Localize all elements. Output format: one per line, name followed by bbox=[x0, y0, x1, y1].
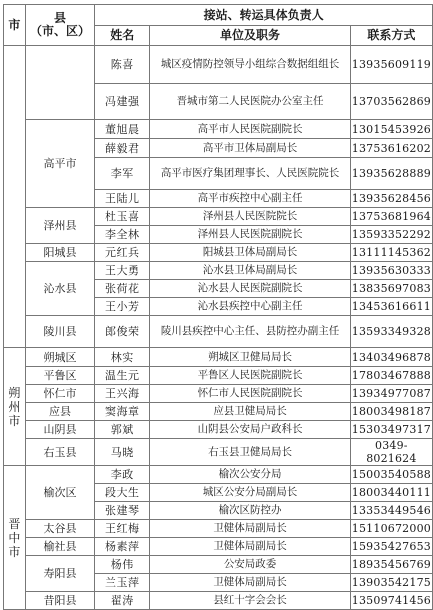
county-cell: 太谷县 bbox=[25, 520, 94, 538]
person-name: 翟涛 bbox=[95, 592, 150, 610]
person-phone: 13935628889 bbox=[350, 158, 432, 190]
city-cell-jinzhong bbox=[4, 466, 26, 610]
county-cell: 沁水县 bbox=[25, 262, 94, 316]
person-unit: 榆次区防控办 bbox=[150, 502, 350, 520]
person-name: 杨伟 bbox=[95, 556, 150, 574]
person-name: 郎俊荣 bbox=[95, 316, 150, 348]
person-phone: 18935456769 bbox=[350, 556, 432, 574]
header-phone: 联系方式 bbox=[350, 26, 432, 46]
header-county-text: 县 （市、区） bbox=[30, 11, 91, 38]
person-phone: 15935427653 bbox=[350, 538, 432, 556]
person-unit: 平鲁区人民医院副院长 bbox=[150, 367, 350, 385]
person-phone: 13935609119 bbox=[350, 46, 432, 84]
person-phone: 13015453926 bbox=[350, 120, 432, 139]
person-unit: 高平市卫体局副局长 bbox=[150, 139, 350, 158]
person-unit: 高平市人民医院副院长 bbox=[150, 120, 350, 139]
person-name: 马晓 bbox=[95, 439, 150, 466]
person-phone: 13903542175 bbox=[350, 574, 432, 592]
person-unit: 卫健体局副局长 bbox=[150, 538, 350, 556]
person-name: 冯建强 bbox=[95, 84, 150, 120]
person-unit: 沁水县疾控中心副主任 bbox=[150, 298, 350, 316]
county-cell: 应县 bbox=[25, 403, 94, 421]
header-unit: 单位及职务 bbox=[150, 26, 350, 46]
person-phone: 0349-8021624 bbox=[350, 439, 432, 466]
person-phone: 13403496878 bbox=[350, 348, 432, 367]
person-unit: 山阴县公安局户政科长 bbox=[150, 421, 350, 439]
person-phone: 13111145362 bbox=[350, 244, 432, 262]
county-cell: 山阴县 bbox=[25, 421, 94, 439]
person-name: 郭斌 bbox=[95, 421, 150, 439]
person-unit: 阳城县卫体局副局长 bbox=[150, 244, 350, 262]
county-cell: 怀仁市 bbox=[25, 385, 94, 403]
person-phone: 13934977087 bbox=[350, 385, 432, 403]
person-phone: 13753681964 bbox=[350, 208, 432, 226]
person-unit: 右玉县卫健局局长 bbox=[150, 439, 350, 466]
person-unit: 高平市医疗集团理事长、人民医院院长 bbox=[150, 158, 350, 190]
person-name: 张建琴 bbox=[95, 502, 150, 520]
person-name: 王陆儿 bbox=[95, 190, 150, 208]
county-cell: 阳城县 bbox=[25, 244, 94, 262]
county-cell bbox=[25, 46, 94, 120]
person-name: 王小芳 bbox=[95, 298, 150, 316]
person-name: 元红兵 bbox=[95, 244, 150, 262]
person-unit: 城区疫情防控领导小组综合数据组组长 bbox=[150, 46, 350, 84]
person-name: 李军 bbox=[95, 158, 150, 190]
person-phone: 13453616611 bbox=[350, 298, 432, 316]
contact-table bbox=[3, 4, 433, 610]
city-label: 朔州市 bbox=[8, 385, 21, 428]
person-name: 王大勇 bbox=[95, 262, 150, 280]
person-phone: 13753616202 bbox=[350, 139, 432, 158]
person-name: 薛毅君 bbox=[95, 139, 150, 158]
person-unit: 怀仁市人民医院副院长 bbox=[150, 385, 350, 403]
person-name: 杜玉喜 bbox=[95, 208, 150, 226]
county-cell: 昔阳县 bbox=[25, 592, 94, 610]
person-unit: 高平市疾控中心副主任 bbox=[150, 190, 350, 208]
county-cell: 榆次区 bbox=[25, 466, 94, 520]
person-unit: 城区公安分局副局长 bbox=[150, 484, 350, 502]
person-phone: 13353449546 bbox=[350, 502, 432, 520]
county-cell: 平鲁区 bbox=[25, 367, 94, 385]
county-cell: 高平市 bbox=[25, 120, 94, 208]
county-cell: 泽州县 bbox=[25, 208, 94, 244]
person-unit: 沁水县人民医院副院长 bbox=[150, 280, 350, 298]
person-unit: 应县卫健局局长 bbox=[150, 403, 350, 421]
person-name: 杨素萍 bbox=[95, 538, 150, 556]
county-cell: 朔城区 bbox=[25, 348, 94, 367]
header-group: 接站、转运具体负责人 bbox=[95, 5, 433, 26]
person-unit: 公安局政委 bbox=[150, 556, 350, 574]
person-unit: 泽州县人民医院副院长 bbox=[150, 226, 350, 244]
person-phone: 13935630333 bbox=[350, 262, 432, 280]
person-phone: 13935628456 bbox=[350, 190, 432, 208]
person-name: 董旭晨 bbox=[95, 120, 150, 139]
person-name: 王红梅 bbox=[95, 520, 150, 538]
person-name: 李政 bbox=[95, 466, 150, 484]
person-name: 张荷花 bbox=[95, 280, 150, 298]
person-phone: 13509741456 bbox=[350, 592, 432, 610]
person-unit: 卫健体局副局长 bbox=[150, 574, 350, 592]
person-unit: 陵川县疾控中心主任、县防控办副主任 bbox=[150, 316, 350, 348]
person-phone: 13703562869 bbox=[350, 84, 432, 120]
person-unit: 榆次公安分局 bbox=[150, 466, 350, 484]
county-cell: 寿阳县 bbox=[25, 556, 94, 592]
person-name: 王兴海 bbox=[95, 385, 150, 403]
city-cell-shuozhou bbox=[4, 348, 26, 466]
person-name: 李全林 bbox=[95, 226, 150, 244]
person-unit: 晋城市第二人民医院办公室主任 bbox=[150, 84, 350, 120]
header-city: 市 bbox=[4, 5, 26, 46]
city-cell-jincheng bbox=[4, 46, 26, 348]
person-name: 林实 bbox=[95, 348, 150, 367]
person-unit: 县红十字会会长 bbox=[150, 592, 350, 610]
person-phone: 15303497317 bbox=[350, 421, 432, 439]
person-name: 窦海章 bbox=[95, 403, 150, 421]
county-cell: 榆社县 bbox=[25, 538, 94, 556]
person-phone: 13593349328 bbox=[350, 316, 432, 348]
person-phone: 18003440111 bbox=[350, 484, 432, 502]
person-unit: 泽州县人民医院院长 bbox=[150, 208, 350, 226]
person-unit: 朔城区卫健局局长 bbox=[150, 348, 350, 367]
person-phone: 13835697083 bbox=[350, 280, 432, 298]
person-phone: 15003540588 bbox=[350, 466, 432, 484]
person-name: 兰玉萍 bbox=[95, 574, 150, 592]
header-county bbox=[25, 5, 94, 46]
city-label: 晋中市 bbox=[8, 516, 21, 559]
person-phone: 18003498187 bbox=[350, 403, 432, 421]
county-cell: 陵川县 bbox=[25, 316, 94, 348]
person-unit: 沁水县卫体局副局长 bbox=[150, 262, 350, 280]
person-name: 陈喜 bbox=[95, 46, 150, 84]
header-name: 姓名 bbox=[95, 26, 150, 46]
person-unit: 卫健体局副局长 bbox=[150, 520, 350, 538]
person-name: 段大生 bbox=[95, 484, 150, 502]
person-phone: 17803467888 bbox=[350, 367, 432, 385]
person-name: 温生元 bbox=[95, 367, 150, 385]
person-phone: 15110672000 bbox=[350, 520, 432, 538]
county-cell: 右玉县 bbox=[25, 439, 94, 466]
person-phone: 13593352292 bbox=[350, 226, 432, 244]
